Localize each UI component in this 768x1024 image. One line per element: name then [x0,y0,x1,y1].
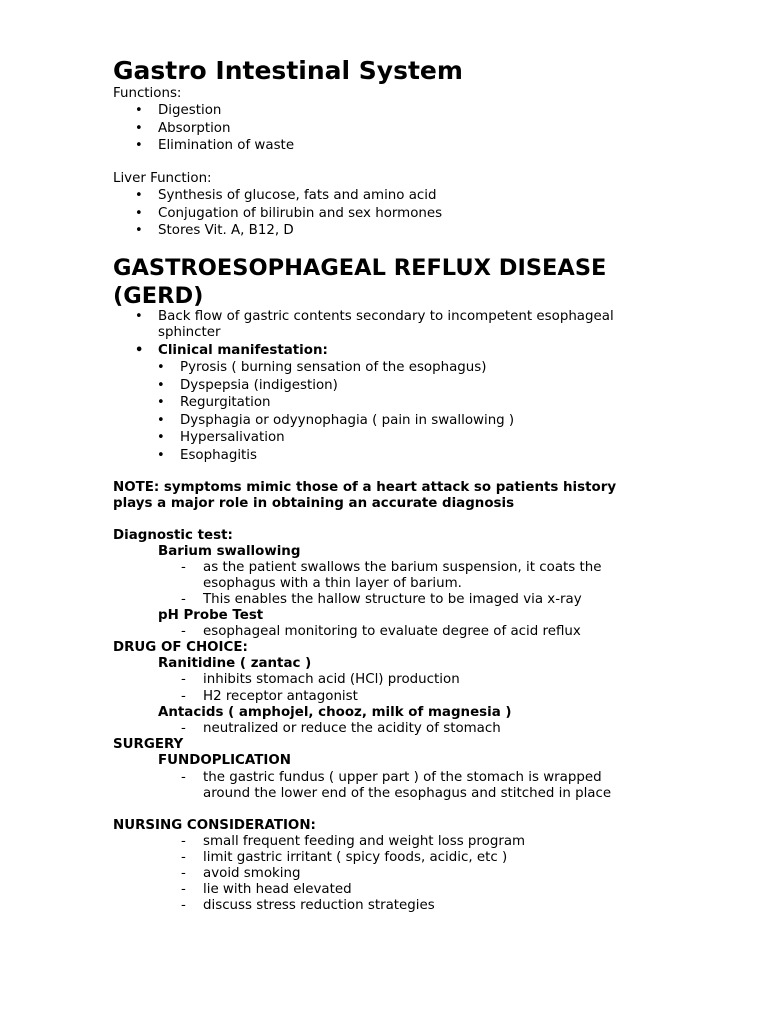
functions-label: Functions: [113,86,182,101]
nursing-label: NURSING CONSIDERATION: [113,818,316,833]
clinical-item: • Pyrosis ( burning sensation of the esophagus) [180,360,487,376]
ranitidine-title: Ranitidine ( zantac ) [158,656,312,671]
gerd-definition-cont: sphincter [158,325,221,340]
functions-item: • Absorption [158,121,231,137]
gerd-definition: • Back flow of gastric contents secondary to incompetent esophageal [158,309,614,325]
clinical-label: • Clinical manifestation: [158,343,328,359]
liver-item: • Conjugation of bilirubin and sex hormones [158,206,442,222]
nursing-item: - limit gastric irritant ( spicy foods, acidic, etc ) [203,850,507,866]
nursing-item: - discuss stress reduction strategies [203,898,435,914]
functions-item: • Elimination of waste [158,138,294,154]
gerd-heading: GASTROESOPHAGEAL REFLUX DISEASE [113,255,607,281]
clinical-item: • Dysphagia or odyynophagia ( pain in swallowing ) [180,413,514,429]
page-title: Gastro Intestinal System [113,56,463,85]
barium-item-cont: esophagus with a thin layer of barium. [203,576,462,591]
antacids-title: Antacids ( amphojel, chooz, milk of magnesia ) [158,705,512,720]
drug-label: DRUG OF CHOICE: [113,640,248,655]
functions-item: • Digestion [158,103,221,119]
liver-item: • Stores Vit. A, B12, D [158,223,294,239]
barium-item: - This enables the hallow structure to be imaged via x-ray [203,592,582,608]
surgery-label: SURGERY [113,737,184,752]
clinical-item: • Esophagitis [180,448,257,464]
clinical-item: • Regurgitation [180,395,271,411]
antacids-item: - neutralized or reduce the acidity of stomach [203,721,501,737]
ranitidine-item: - inhibits stomach acid (HCl) production [203,672,460,688]
note-text: NOTE: symptoms mimic those of a heart attack so patients history [113,480,617,495]
liver-item: • Synthesis of glucose, fats and amino acid [158,188,437,204]
fundoplication-item-cont: around the lower end of the esophagus and stitched in place [203,786,612,801]
nursing-item: - lie with head elevated [203,882,352,898]
nursing-item: - small frequent feeding and weight loss program [203,834,525,850]
diagnostic-label: Diagnostic test: [113,528,233,543]
ranitidine-item: - H2 receptor antagonist [203,689,358,705]
ph-item: - esophageal monitoring to evaluate degree of acid reflux [203,624,581,640]
ph-title: pH Probe Test [158,608,264,623]
gerd-heading-abbrev: (GERD) [113,283,204,309]
liver-label: Liver Function: [113,171,212,186]
clinical-item: • Dyspepsia (indigestion) [180,378,338,394]
clinical-item: • Hypersalivation [180,430,285,446]
nursing-item: - avoid smoking [203,866,300,882]
fundoplication-title: FUNDOPLICATION [158,753,291,768]
barium-title: Barium swallowing [158,544,301,559]
barium-item: - as the patient swallows the barium suspension, it coats the [203,560,601,576]
note-text-cont: plays a major role in obtaining an accurate diagnosis [113,496,515,511]
fundoplication-item: - the gastric fundus ( upper part ) of the stomach is wrapped [203,770,602,786]
